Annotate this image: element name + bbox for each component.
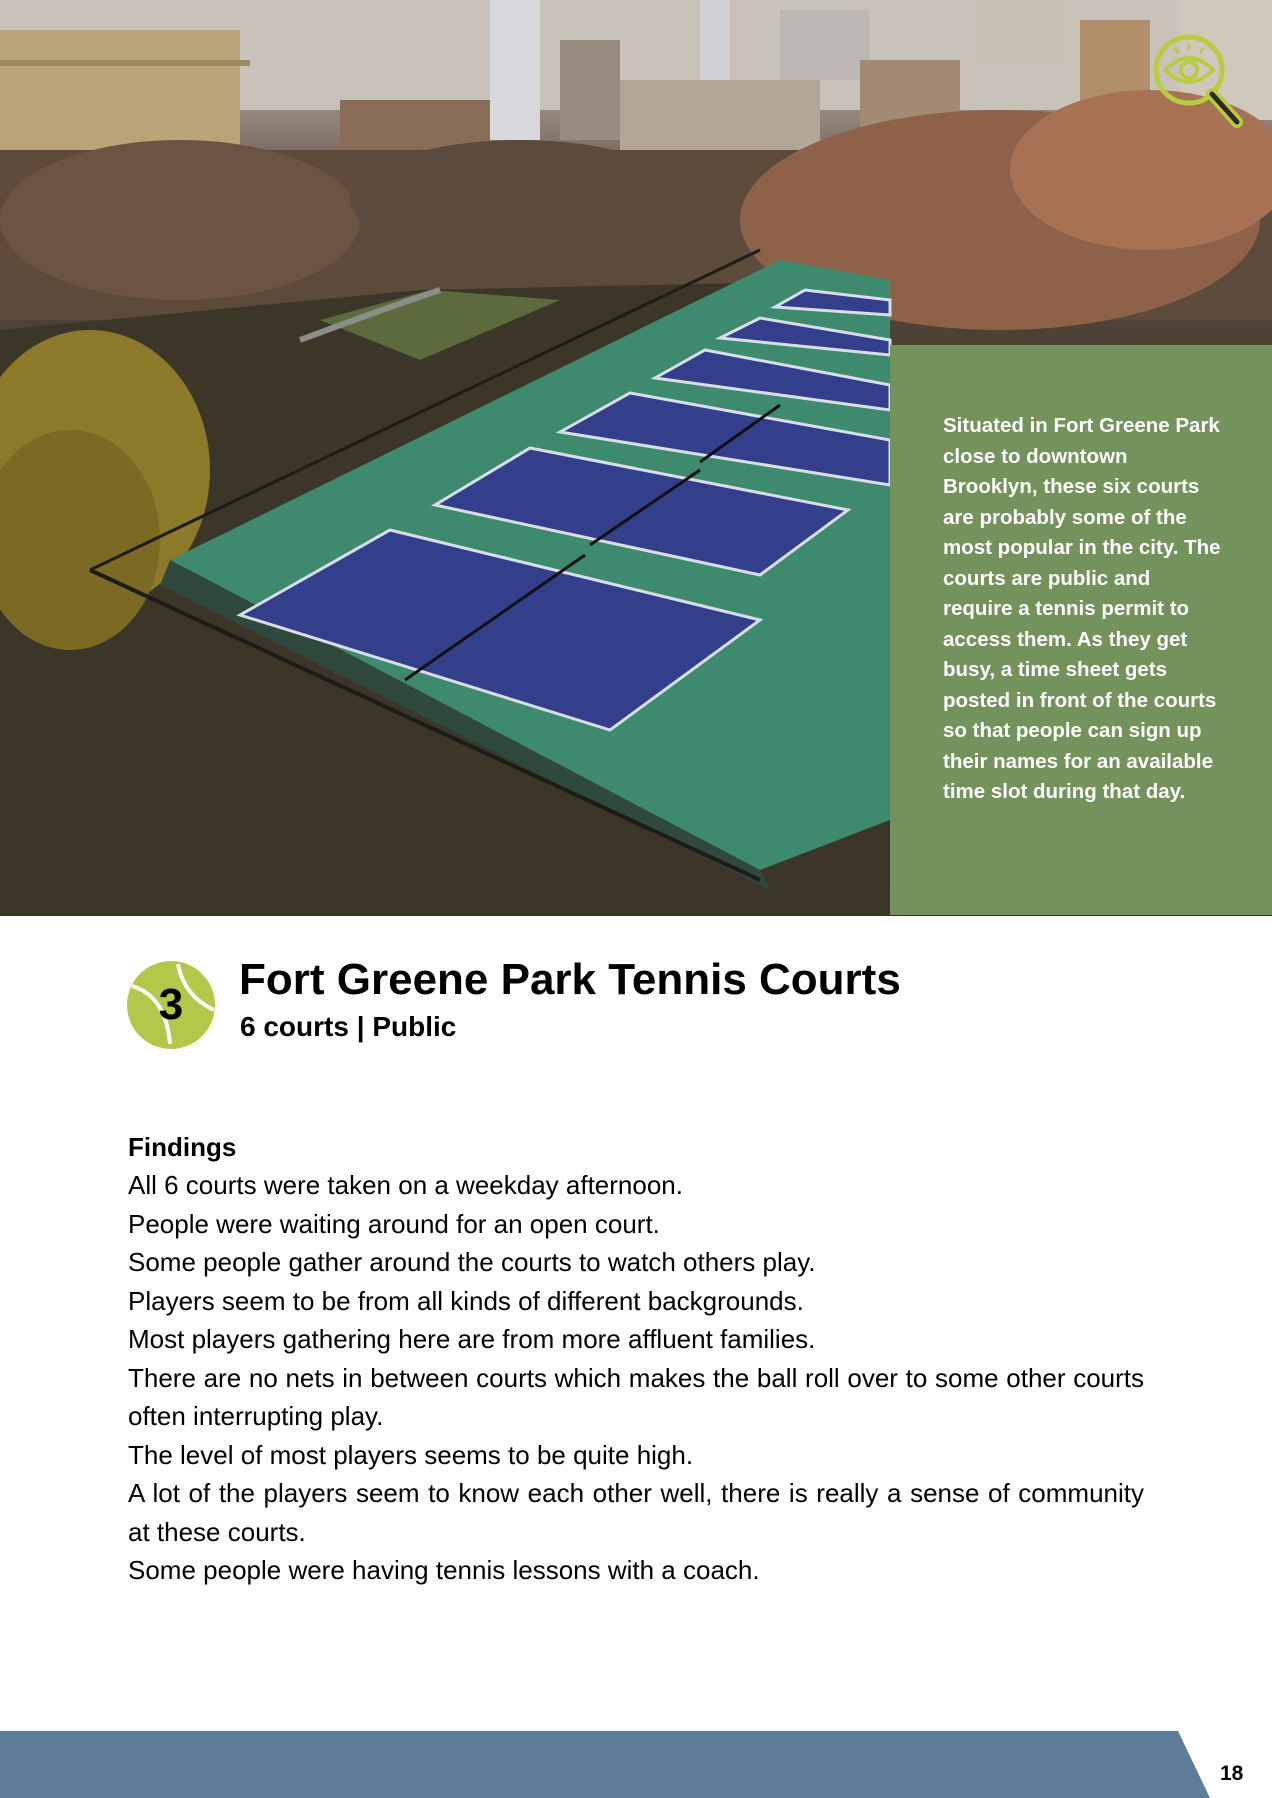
findings-section <box>128 1128 1144 1590</box>
finding-item: Players seem to be from all kinds of different backgrounds. <box>128 1285 804 1316</box>
finding-item: The level of most players seems to be quite high. <box>128 1439 694 1470</box>
finding-item: People were waiting around for an open court. <box>128 1208 660 1239</box>
finding-item: A lot of the players seem to know each other well, there is really a sense of community at these courts. <box>128 1478 1144 1547</box>
info-box-text: Situated in Fort Greene Park close to downtown Brooklyn, these six courts are probably some of the most popular in the city. The courts are public and require a tennis permit to access them. As they get busy, a time sheet gets posted in front of the courts so that people can sign up their names for an available time slot during that day. <box>943 414 1221 803</box>
finding-item: All 6 courts were taken on a weekday afternoon. <box>128 1170 683 1200</box>
footer-bar <box>0 1731 1272 1798</box>
location-number: 3 <box>158 980 184 1029</box>
info-box <box>890 345 1272 915</box>
page-number: 18 <box>1220 1762 1244 1785</box>
finding-item: Some people gather around the courts to watch others play. <box>128 1247 816 1277</box>
finding-item: Some people were having tennis lessons with a coach. <box>128 1555 760 1585</box>
page-title: Fort Greene Park Tennis Courts <box>239 955 901 1004</box>
eye-magnifier-icon <box>1145 30 1245 130</box>
findings-list <box>128 1166 1144 1590</box>
findings-heading: Findings <box>128 1132 237 1162</box>
finding-item: There are no nets in between courts which makes the ball roll over to some other courts often interrupting play. <box>128 1362 1144 1431</box>
page-subtitle: 6 courts | Public <box>240 1011 457 1042</box>
finding-item: Most players gathering here are from more affluent families. <box>128 1324 816 1354</box>
